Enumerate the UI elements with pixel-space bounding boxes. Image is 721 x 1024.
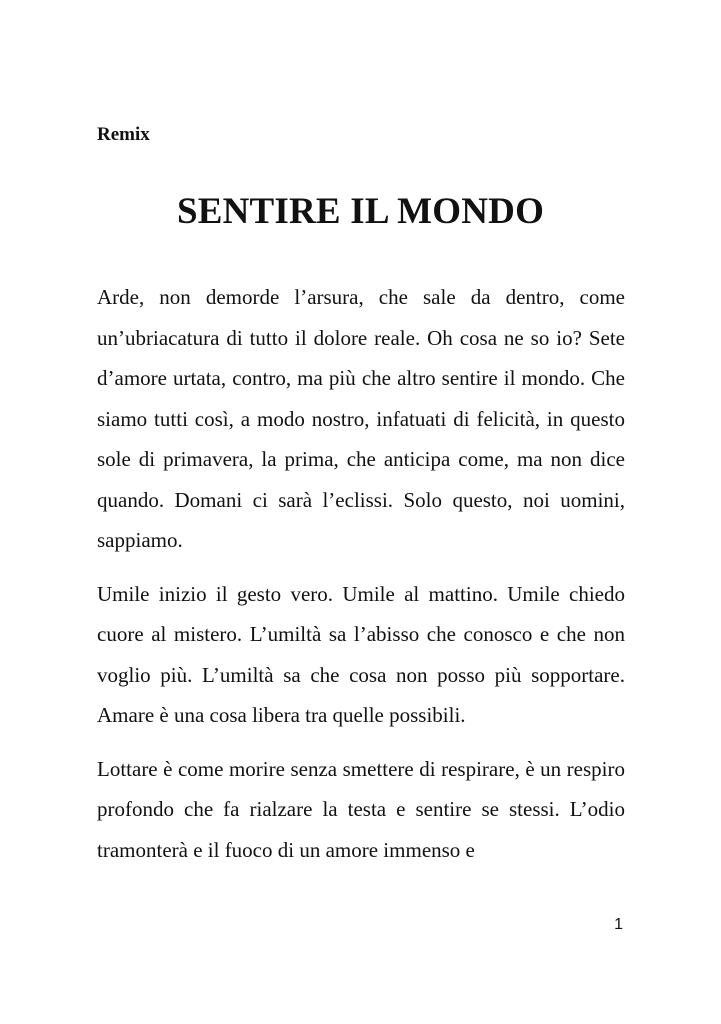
paragraph-1: Arde, non demorde l’arsura, che sale da dentro, come un’ubriacatura di tutto il dolore reale. Oh cosa ne so io? Sete d’amore urtata, contro, ma più che altro sentire il mondo. Che siamo tutti così, a modo nostro, infatuati di felicità, in questo sole di primavera, la prima, che anticipa come, ma non dice quando. Domani ci sarà l’eclissi. Solo questo, noi uomini, sappiamo. <box>97 285 625 552</box>
page-title: SENTIRE IL MONDO <box>176 191 545 232</box>
paragraph-3: Lottare è come morire senza smettere di respirare, è un respiro profondo che fa rialzare la testa e sentire se stessi. L’odio tramonterà e il fuoco di un amore immenso e <box>97 756 625 862</box>
body-text <box>97 277 625 883</box>
section-label: Remix <box>97 124 150 145</box>
paragraph-2: Umile inizio il gesto vero. Umile al mattino. Umile chiedo cuore al mistero. L’umiltà sa l’abisso che conosco e che non voglio più. L’umiltà sa che cosa non posso più sopportare. Amare è una cosa libera tra quelle possibili. <box>97 581 625 727</box>
page-number: 1 <box>614 916 623 933</box>
